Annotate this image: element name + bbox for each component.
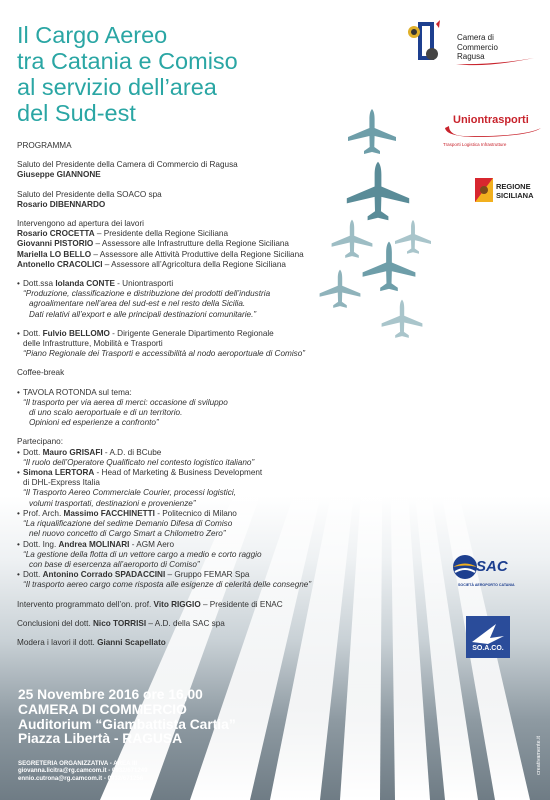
- round-table: [17, 388, 357, 429]
- speaker-prefix: Dott.ssa: [23, 279, 56, 289]
- speaker-prefix: Dott.: [23, 328, 43, 338]
- program-heading: PROGRAMMA: [17, 141, 72, 150]
- uniontrasporti-logo: [443, 112, 543, 154]
- trinacria-icon: [475, 178, 493, 202]
- speaker-role: - Politecnico di Milano: [154, 508, 237, 518]
- regione-name: [496, 182, 534, 200]
- saluto-line: Saluto del Presidente della Camera di Commercio di Ragusa: [17, 160, 238, 170]
- speaker-name: Gianni Scapellato: [97, 637, 166, 647]
- talk-item: [17, 468, 357, 509]
- talk-title-line: “La riqualificazione del sedime Demanio Difesa di Comiso: [23, 519, 233, 529]
- event-details: [18, 688, 236, 747]
- talk-title-line: nel nuovo concetto di Cargo Smart a Chilometro Zero”: [29, 529, 226, 539]
- round-table-head: TAVOLA ROTONDA sul tema:: [23, 387, 132, 397]
- crest-icon: [406, 18, 456, 68]
- uniontrasporti-sub: Trasporti Logistica Infrastrutture: [443, 142, 507, 147]
- sac-emblem-icon: [452, 552, 478, 582]
- speaker-name: Rosario DIBENNARDO: [17, 199, 106, 209]
- segreteria-title: SEGRETERIA ORGANIZZATIVA - AREA III: [18, 760, 138, 767]
- talk-title-line: “Piano Regionale dei Trasporti e accessibilità al nodo aeroportuale di Comiso”: [23, 349, 306, 359]
- text-post: – A.D. della SAC spa: [146, 618, 225, 628]
- speaker-role: - Head of Marketing & Business Development: [94, 468, 263, 478]
- speaker-prefix: Prof. Arch.: [23, 508, 64, 518]
- talk-item: [17, 570, 357, 590]
- speaker-name: Nico TORRISI: [93, 618, 147, 628]
- speaker-name: Rosario CROCETTA: [17, 229, 95, 239]
- speaker-role: – Assessore all’Agricoltura della Regione Siciliana: [102, 259, 286, 269]
- speaker-name: Iolanda CONTE: [55, 279, 115, 289]
- speaker-role: delle Infrastrutture, Mobilità e Trasporti: [23, 339, 163, 349]
- regione-line2: SICILIANA: [496, 191, 534, 200]
- talk-title-line: “Il trasporto aereo cargo come risposta alle esigenze di celerità delle consegne”: [23, 580, 312, 590]
- text-post: – Presidente di ENAC: [200, 599, 283, 609]
- sac-logo: [452, 552, 530, 592]
- speaker-row: [17, 229, 357, 239]
- speaker-role: – Assessore alle Attività Produttive della Regione Siciliana: [91, 249, 304, 259]
- talk-title-line: con base di esercenza all’aeroporto di Comiso”: [29, 559, 200, 569]
- regione-siciliana-logo: [475, 178, 535, 208]
- speaker-row: [17, 260, 357, 270]
- bullet: •: [17, 387, 20, 397]
- riggio-line: [17, 600, 357, 610]
- speaker-role: – Presidente della Regione Siciliana: [94, 229, 228, 239]
- saluto-line: Saluto del Presidente della SOACO spa: [17, 189, 162, 199]
- regione-line1: REGIONE: [496, 182, 531, 191]
- speaker-prefix: Dott.: [23, 570, 43, 580]
- speaker-role: - A.D. di BCube: [102, 447, 162, 457]
- speaker-name: Giovanni PISTORIO: [17, 239, 94, 249]
- round-table-line: di uno scalo aeroportuale e di un territorio.: [29, 408, 183, 418]
- title-line: al servizio dell’area: [17, 74, 217, 100]
- moderator-line: [17, 638, 357, 648]
- partecipano-intro: Partecipano:: [17, 437, 63, 447]
- speaker-name: Andrea MOLINARI: [58, 539, 130, 549]
- title-line: tra Catania e Comiso: [17, 48, 238, 74]
- talk-item: [17, 448, 357, 468]
- event-date: 25 Novembre 2016 ore 16,00: [18, 687, 203, 702]
- camera-commercio-logo: [406, 18, 536, 68]
- speaker-name: Vito RIGGIO: [153, 599, 201, 609]
- talk-title-line: agroalimentare nell’area del sud-est e nel resto della Sicilia.: [29, 299, 246, 309]
- poster-title: [17, 22, 317, 126]
- bullet: •: [17, 468, 20, 478]
- speaker-name: Antonello CRACOLICI: [17, 259, 103, 269]
- event-address: Piazza Libertà - RAGUSA: [18, 731, 183, 747]
- soaco-logo: [466, 616, 510, 658]
- speaker-role: di DHL-Express Italia: [23, 478, 100, 488]
- sac-sub: SOCIETÀ AEROPORTO CATANIA: [458, 583, 515, 587]
- ccia-line1: Camera di Commercio: [457, 33, 498, 52]
- speaker-prefix: Dott.: [23, 447, 43, 457]
- speaker-role: - AGM Aero: [129, 539, 175, 549]
- talk-item: [17, 509, 357, 540]
- text-pre: Modera i lavori il dott.: [17, 637, 98, 647]
- bullet: •: [17, 508, 20, 518]
- talk-item: [17, 540, 357, 571]
- talk-item: [17, 279, 357, 320]
- bullet: •: [17, 279, 20, 289]
- segreteria: [18, 760, 148, 782]
- contact-line[interactable]: giovanna.licitra@rg.camcom.it - 0932/671249: [18, 767, 148, 775]
- speaker-name: Mauro GRISAFI: [42, 447, 103, 457]
- talk-title-line: “Il Trasporto Aereo Commerciale Courier, processi logistici,: [23, 488, 236, 498]
- speaker-name: Antonino Corrado SPADACCINI: [42, 570, 166, 580]
- contact-line[interactable]: ennio.cutrona@rg.camcom.it - 0932/671256: [18, 774, 144, 782]
- torrisi-line: [17, 619, 357, 629]
- talk-title-line: Dati relativi all’export e alle principali destinazioni comunitarie.”: [29, 309, 257, 319]
- event-room: Auditorium “Giambattista Cartia”: [18, 716, 236, 732]
- talk-title-line: “Produzione, classificazione e distribuzione dei prodotti dell’industria: [23, 289, 271, 299]
- soaco-name: SO.A.CO.: [472, 645, 504, 652]
- speaker-name: Mariella LO BELLO: [17, 249, 92, 259]
- talk-title-line: “Il ruolo dell’Operatore Qualificato nel contesto logistico italiano”: [23, 457, 255, 467]
- round-table-line: “Il trasporto per via aerea di merci: occasione di sviluppo: [23, 397, 228, 407]
- speaker-row: [17, 250, 357, 260]
- bullet: •: [17, 328, 20, 338]
- bullet: •: [17, 539, 20, 549]
- speaker-name: Simona LERTORA: [23, 468, 95, 478]
- design-credit: creativamente.it: [536, 736, 542, 775]
- event-venue: CAMERA DI COMMERCIO: [18, 701, 187, 717]
- speaker-role: - Uniontrasporti: [114, 279, 174, 289]
- bullet: •: [17, 570, 20, 580]
- interventi-intro: Intervengono ad apertura dei lavori: [17, 219, 144, 229]
- round-table-line: Opinioni ed esperienze a confronto”: [29, 418, 159, 428]
- speaker-name: Massimo FACCHINETTI: [63, 508, 155, 518]
- speaker-prefix: Dott. Ing.: [23, 539, 59, 549]
- speaker-role: – Gruppo FEMAR Spa: [165, 570, 250, 580]
- talk-title-line: volumi trasportati, destinazioni e provenienze”: [29, 498, 196, 508]
- speaker-name: Fulvio BELLOMO: [42, 328, 110, 338]
- uniontrasporti-name: Uniontrasporti: [453, 114, 529, 126]
- speaker-name: Giuseppe GIANNONE: [17, 170, 101, 180]
- title-line: del Sud-est: [17, 100, 136, 126]
- title-line: Il Cargo Aereo: [17, 22, 168, 48]
- ccia-line2: Ragusa: [457, 52, 485, 61]
- text-pre: Intervento programmato dell’on. prof.: [17, 599, 154, 609]
- speaker-role: - Dirigente Generale Dipartimento Regionale: [109, 328, 274, 338]
- talk-title-line: “La gestione della flotta di un vettore cargo a medio e corto raggio: [23, 549, 262, 559]
- program-content: [17, 141, 357, 648]
- sac-name: SAC: [476, 558, 508, 575]
- ccia-name: [457, 33, 536, 62]
- bullet: •: [17, 447, 20, 457]
- text-pre: Conclusioni del dott.: [17, 618, 94, 628]
- coffee-break: Coffee-break: [17, 368, 65, 378]
- talk-item: [17, 329, 357, 360]
- speaker-row: [17, 239, 357, 249]
- speaker-role: – Assessore alle Infrastrutture della Regione Siciliana: [93, 239, 289, 249]
